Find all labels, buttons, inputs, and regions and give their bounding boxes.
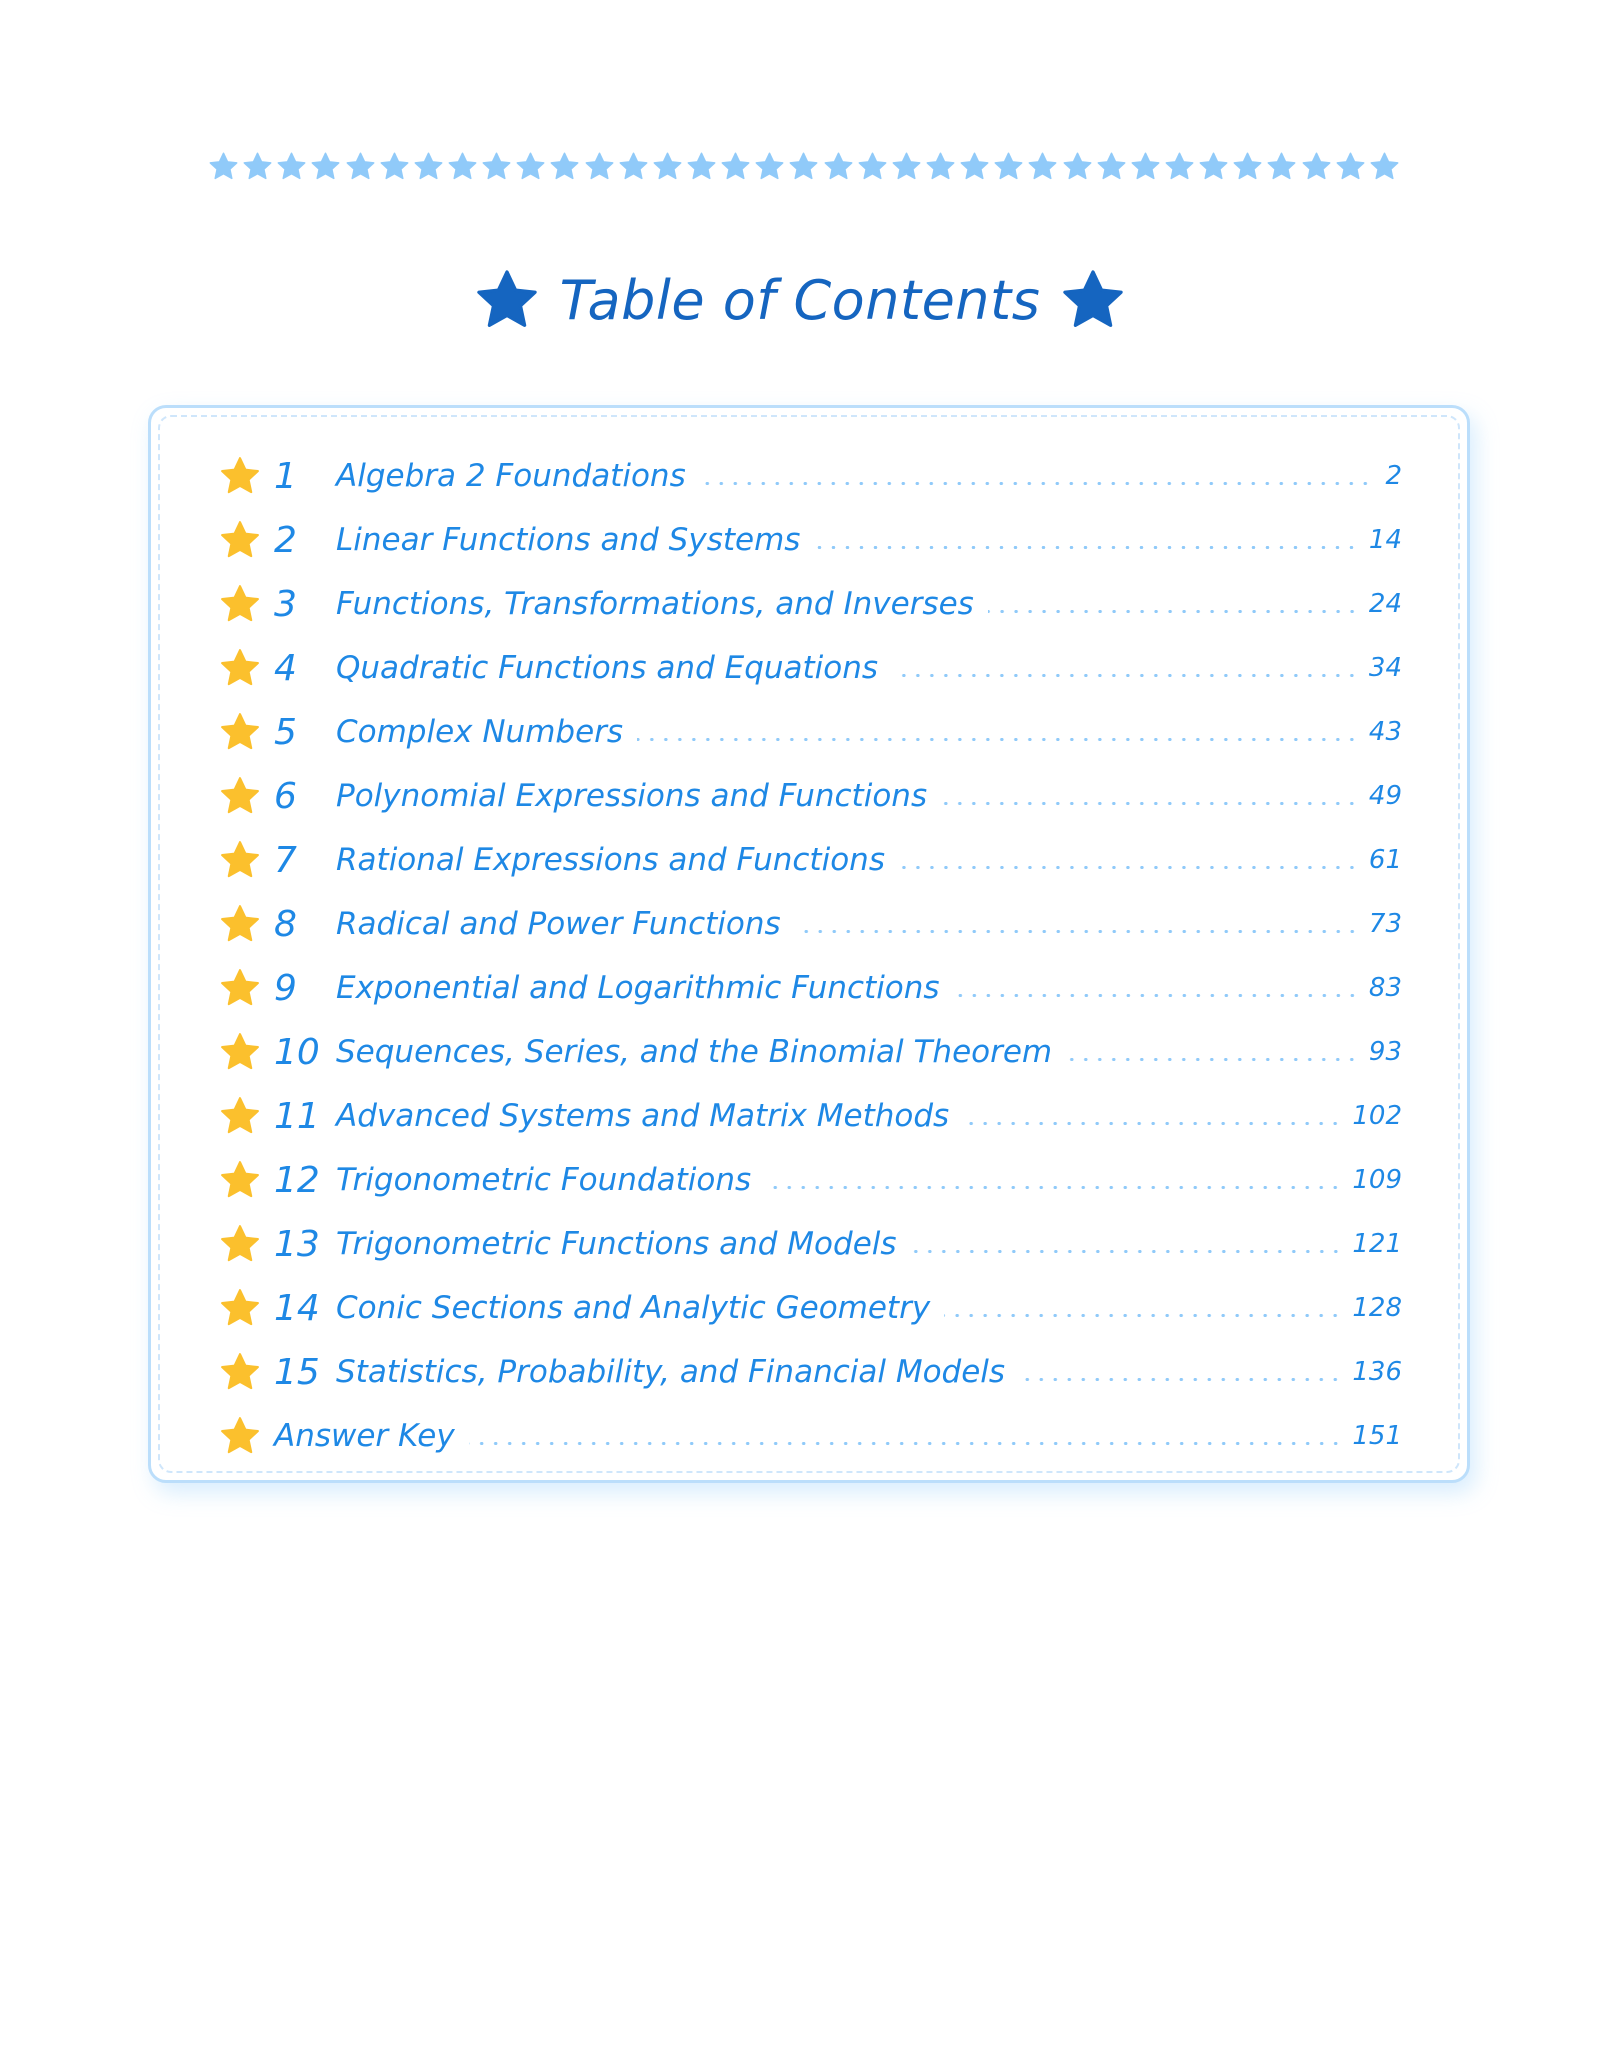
page-number: 73 (1368, 909, 1402, 939)
toc-entry[interactable] (219, 636, 1402, 700)
toc-entry[interactable] (219, 444, 1402, 508)
border-star-icon (1096, 151, 1127, 182)
chapter-title: Statistics, Probability, and Financial Models (336, 1354, 1006, 1390)
toc-entry[interactable] (219, 508, 1402, 572)
border-star-icon (276, 151, 307, 182)
page-number: 121 (1352, 1229, 1402, 1259)
dot-leader (892, 674, 1359, 677)
border-star-icon (823, 151, 854, 182)
chapter-title: Linear Functions and Systems (336, 522, 801, 558)
bullet-star-icon (219, 1031, 261, 1073)
chapter-title: Rational Expressions and Functions (336, 842, 885, 878)
bullet-star-icon (219, 1223, 261, 1265)
bullet-star-icon (219, 583, 261, 625)
bullet-star-icon (219, 1159, 261, 1201)
chapter-number: 15 (274, 1351, 320, 1393)
page-number: 128 (1352, 1293, 1402, 1323)
page-number: 61 (1368, 845, 1402, 875)
border-star-icon (481, 151, 512, 182)
border-star-icon (208, 151, 239, 182)
border-star-icon (686, 151, 717, 182)
dot-leader (469, 1442, 1343, 1445)
chapter-title: Quadratic Functions and Equations (336, 650, 879, 686)
dot-leader (941, 802, 1359, 805)
border-star-icon (652, 151, 683, 182)
toc-entry[interactable] (219, 1212, 1402, 1276)
border-star-icon (1369, 151, 1400, 182)
toc-entry[interactable] (219, 828, 1402, 892)
page-number: 83 (1368, 973, 1402, 1003)
chapter-number: 2 (274, 519, 297, 561)
toc-entry[interactable] (219, 764, 1402, 828)
border-star-icon (413, 151, 444, 182)
bullet-star-icon (219, 519, 261, 561)
chapter-number: 13 (274, 1223, 320, 1265)
chapter-number: 8 (274, 903, 297, 945)
chapter-number: 7 (274, 839, 297, 881)
bullet-star-icon (219, 455, 261, 497)
chapter-number: 14 (274, 1287, 320, 1329)
dot-leader (963, 1122, 1342, 1125)
dot-leader (814, 546, 1358, 549)
page-number: 109 (1352, 1165, 1402, 1195)
dot-leader (765, 1186, 1342, 1189)
page-number: 49 (1368, 781, 1402, 811)
page-number: 136 (1352, 1357, 1402, 1387)
bullet-star-icon (219, 1095, 261, 1137)
chapter-title: Functions, Transformations, and Inverses (336, 586, 974, 622)
page-number: 24 (1368, 589, 1402, 619)
page-number: 14 (1368, 525, 1402, 555)
bullet-star-icon (219, 967, 261, 1009)
border-star-icon (1335, 151, 1366, 182)
dot-leader (911, 1250, 1343, 1253)
border-star-icon (549, 151, 580, 182)
bullet-star-icon (219, 775, 261, 817)
border-star-icon (1232, 151, 1263, 182)
border-star-icon (959, 151, 990, 182)
border-star-icon (1198, 151, 1229, 182)
border-star-icon (1027, 151, 1058, 182)
chapter-number: 9 (274, 967, 297, 1009)
border-star-icon (310, 151, 341, 182)
border-star-icon (447, 151, 478, 182)
border-star-icon (618, 151, 649, 182)
dot-leader (954, 994, 1359, 997)
chapter-number: 10 (274, 1031, 320, 1073)
dot-leader (637, 738, 1359, 741)
page-number: 102 (1352, 1101, 1402, 1131)
border-star-icon (754, 151, 785, 182)
border-star-icon (1164, 151, 1195, 182)
toc-entry[interactable] (219, 892, 1402, 956)
chapter-title: Conic Sections and Analytic Geometry (336, 1290, 931, 1326)
page-number: 2 (1385, 461, 1402, 491)
chapter-number: 6 (274, 775, 297, 817)
border-star-icon (1130, 151, 1161, 182)
bullet-star-icon (219, 839, 261, 881)
chapter-number: 3 (274, 583, 297, 625)
chapter-title: Trigonometric Functions and Models (336, 1226, 897, 1262)
chapter-title: Radical and Power Functions (336, 906, 781, 942)
border-star-icon (857, 151, 888, 182)
chapter-title: Algebra 2 Foundations (336, 458, 686, 494)
chapter-title: Trigonometric Foundations (336, 1162, 752, 1198)
dot-leader (1066, 1058, 1359, 1061)
dot-leader (899, 866, 1359, 869)
chapter-title: Exponential and Logarithmic Functions (336, 970, 940, 1006)
dot-leader (700, 482, 1372, 485)
dot-leader (795, 930, 1359, 933)
chapter-number: 4 (274, 647, 297, 689)
toc-entry[interactable] (219, 1084, 1402, 1148)
border-star-icon (1266, 151, 1297, 182)
dot-leader (1019, 1378, 1342, 1381)
bullet-star-icon (219, 903, 261, 945)
border-star-icon (515, 151, 546, 182)
toc-panel (148, 405, 1470, 1483)
toc-entry[interactable] (219, 1340, 1402, 1404)
bullet-star-icon (219, 1415, 261, 1457)
bullet-star-icon (219, 1351, 261, 1393)
dot-leader (944, 1314, 1342, 1317)
page-header (0, 255, 1600, 345)
page-number: 43 (1368, 717, 1402, 747)
star-icon (1060, 267, 1126, 333)
toc-entry[interactable] (219, 700, 1402, 764)
border-star-icon (379, 151, 410, 182)
chapter-number: 5 (274, 711, 297, 753)
border-star-icon (720, 151, 751, 182)
toc-entry[interactable] (219, 572, 1402, 636)
toc-entry-answer-key[interactable] (219, 1404, 1402, 1468)
page-title: Table of Contents (559, 268, 1041, 332)
page-number: 151 (1352, 1421, 1402, 1451)
chapter-number: 12 (274, 1159, 320, 1201)
chapter-number: 11 (274, 1095, 320, 1137)
decorative-star-border (208, 148, 1400, 184)
toc-entry[interactable] (219, 1276, 1402, 1340)
bullet-star-icon (219, 1287, 261, 1329)
border-star-icon (345, 151, 376, 182)
toc-entry[interactable] (219, 1148, 1402, 1212)
border-star-icon (891, 151, 922, 182)
bullet-star-icon (219, 711, 261, 753)
bullet-star-icon (219, 647, 261, 689)
border-star-icon (1062, 151, 1093, 182)
border-star-icon (993, 151, 1024, 182)
toc-entry[interactable] (219, 1020, 1402, 1084)
chapter-number: 1 (274, 455, 297, 497)
chapter-title: Answer Key (274, 1418, 455, 1454)
border-star-icon (242, 151, 273, 182)
star-icon (474, 267, 540, 333)
page-number: 93 (1368, 1037, 1402, 1067)
chapter-title: Polynomial Expressions and Functions (336, 778, 928, 814)
border-star-icon (1301, 151, 1332, 182)
dot-leader (988, 610, 1359, 613)
chapter-title: Sequences, Series, and the Binomial Theorem (336, 1034, 1053, 1070)
chapter-title: Advanced Systems and Matrix Methods (336, 1098, 950, 1134)
toc-list (219, 444, 1402, 1468)
border-star-icon (788, 151, 819, 182)
border-star-icon (925, 151, 956, 182)
chapter-title: Complex Numbers (336, 714, 624, 750)
toc-entry[interactable] (219, 956, 1402, 1020)
page-number: 34 (1368, 653, 1402, 683)
border-star-icon (584, 151, 615, 182)
